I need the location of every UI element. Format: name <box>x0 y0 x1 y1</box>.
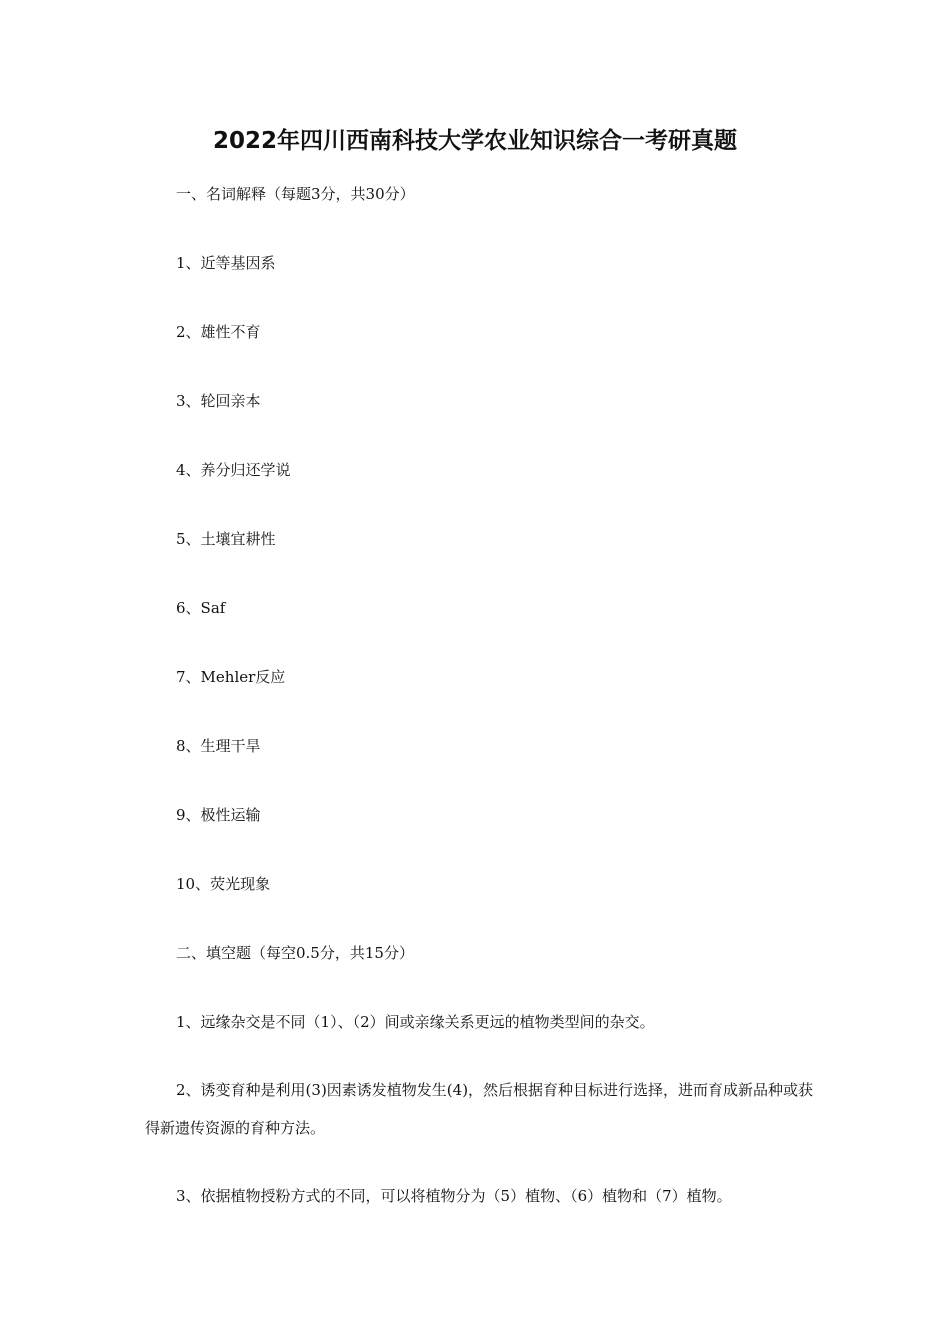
question-item: 7、Mehler反应 <box>176 668 286 686</box>
question-item: 5、土壤宜耕性 <box>176 530 276 548</box>
section-heading-fill-blank: 二、填空题（每空0.5分，共15分） <box>176 944 414 962</box>
fill-blank-question: 1、远缘杂交是不同（1）、（2）间或亲缘关系更远的植物类型间的杂交。 <box>176 1013 655 1031</box>
question-item: 1、近等基因系 <box>176 254 276 272</box>
question-item: 9、极性运输 <box>176 806 261 824</box>
question-item: 10、荧光现象 <box>176 875 271 893</box>
question-item: 4、养分归还学说 <box>176 461 291 479</box>
question-item: 8、生理干旱 <box>176 737 261 755</box>
question-item: 6、Saf <box>176 599 226 617</box>
question-item: 2、雄性不育 <box>176 323 261 341</box>
section-heading-definitions: 一、名词解释（每题3分，共30分） <box>176 185 415 203</box>
fill-blank-question: 2、诱变育种是利用(3)因素诱发植物发生(4)，然后根据育种目标进行选择，进而育成新品种或获得新遗传资源的育种方法。 <box>145 1081 814 1137</box>
fill-blank-question: 3、依据植物授粉方式的不同，可以将植物分为（5）植物、（6）植物和（7）植物。 <box>176 1187 732 1205</box>
question-item: 3、轮回亲本 <box>176 392 261 410</box>
page-title: 2022年四川西南科技大学农业知识综合一考研真题 <box>212 128 737 154</box>
